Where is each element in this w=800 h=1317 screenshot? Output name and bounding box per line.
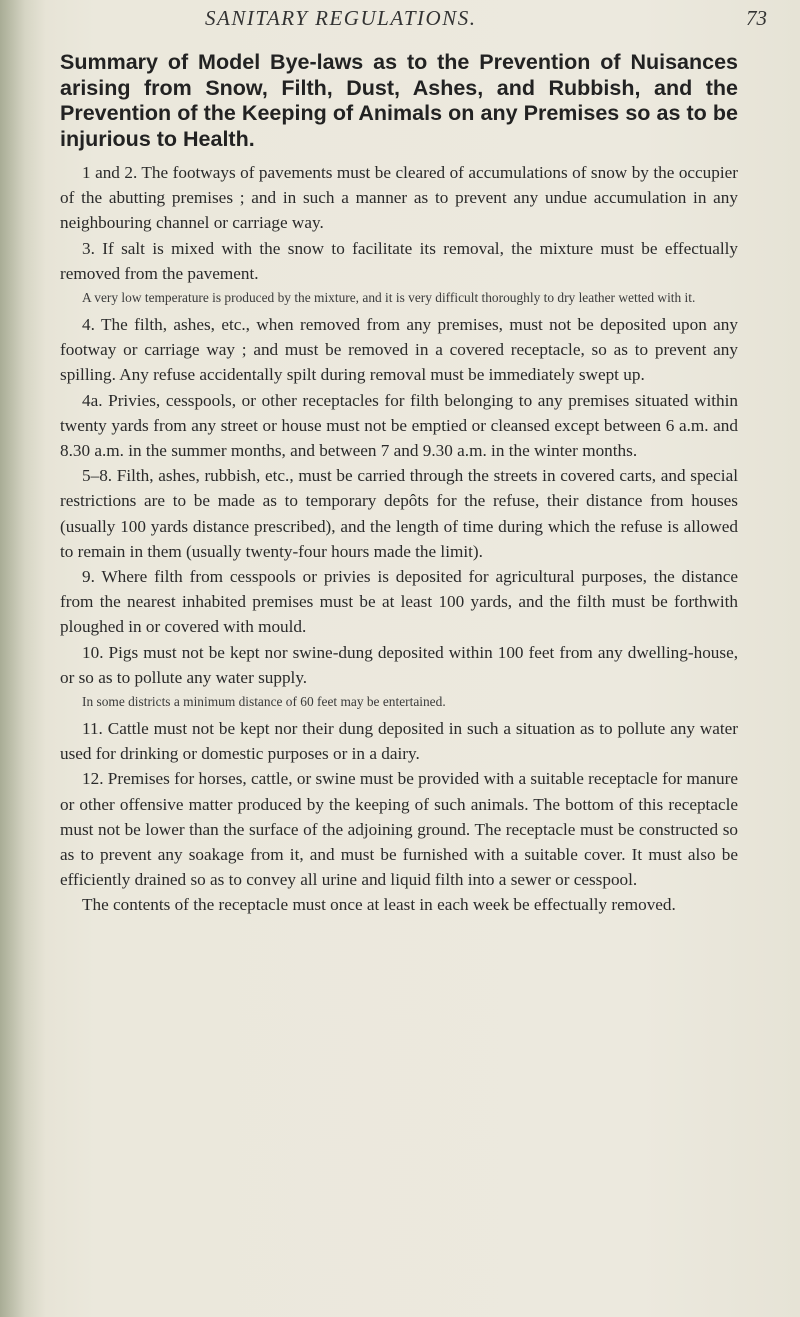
bylaw-4a: 4a. Privies, cesspools, or other receptacles for filth belonging to any premises situated within twenty yards from any street or house must not be emptied or cleansed except between 6 a.m. and 8.30 a.m. in the summer months, and between 7 and 9.30 a.m. in the winter months. bbox=[60, 390, 738, 461]
bylaw-3: 3. If salt is mixed with the snow to facilitate its removal, the mixture must be effectually removed from the pavement. bbox=[60, 238, 738, 283]
bylaw-5-8: 5–8. Filth, ashes, rubbish, etc., must be carried through the streets in covered carts, and special restrictions are to be made as to temporary depôts for the refuse, their distance from houses (usually 100 yards distance prescribed), and the length of time during which the refuse is allowed to remain in them (usually twenty-four hours made the limit). bbox=[60, 466, 738, 561]
binding-gutter-shadow bbox=[0, 0, 46, 1317]
bylaw-11: 11. Cattle must not be kept nor their dung deposited in such a situation as to pollute any water used for drinking or domestic purposes or in a dairy. bbox=[60, 719, 738, 764]
running-head: SANITARY REGULATIONS. bbox=[205, 6, 477, 30]
footnote-minimum-distance: In some districts a minimum distance of 60 feet may be entertained. bbox=[82, 694, 446, 710]
bylaw-10: 10. Pigs must not be kept nor swine-dung deposited within 100 feet from any dwelling-house, or so as to pollute any water supply. bbox=[60, 642, 738, 687]
bylaw-9: 9. Where filth from cesspools or privies is deposited for agricultural purposes, the distance from the nearest inhabited premises must be at least 100 yards, and the filth must be forthwith ploughed in or covered with mould. bbox=[60, 567, 738, 637]
page-number: 73 bbox=[746, 6, 767, 30]
bylaw-1-2: 1 and 2. The footways of pavements must be cleared of accumulations of snow by the occupier of the abutting premises ; and in such a manner as to prevent any undue accumulation in any neighbouring channel or carriage way. bbox=[60, 163, 738, 233]
bylaw-12: 12. Premises for horses, cattle, or swine must be provided with a suitable receptacle for manure or other offensive matter produced by the keeping of such animals. The bottom of this receptacle must not be lower than the surface of the adjoining ground. The receptacle must be constructed so as to prevent any soakage from it, and must be furnished with a suitable cover. It must also be efficiently drained so as to convey all urine and liquid filth into a sewer or cesspool. bbox=[60, 769, 738, 890]
page-header bbox=[0, 6, 800, 36]
page-body bbox=[60, 50, 738, 918]
bylaw-12-contents: The contents of the receptacle must once at least in each week be effectually removed. bbox=[82, 895, 676, 915]
section-title: Summary of Model Bye-laws as to the Prevention of Nuisances arising from Snow, Filth, Dust, Ashes, and Rubbish, and the Prevention of the Keeping of Animals on any Premises so as to be injurious to Health. bbox=[60, 50, 738, 151]
bylaw-4: 4. The filth, ashes, etc., when removed from any premises, must not be deposited upon any footway or carriage way ; and must be removed in a covered receptacle, so as to prevent any spilling. Any refuse accidentally spilt during removal must be immediately swept up. bbox=[60, 315, 738, 385]
footnote-salt-mixture: A very low temperature is produced by the mixture, and it is very difficult thoroughly to dry leather wetted with it. bbox=[82, 290, 696, 306]
